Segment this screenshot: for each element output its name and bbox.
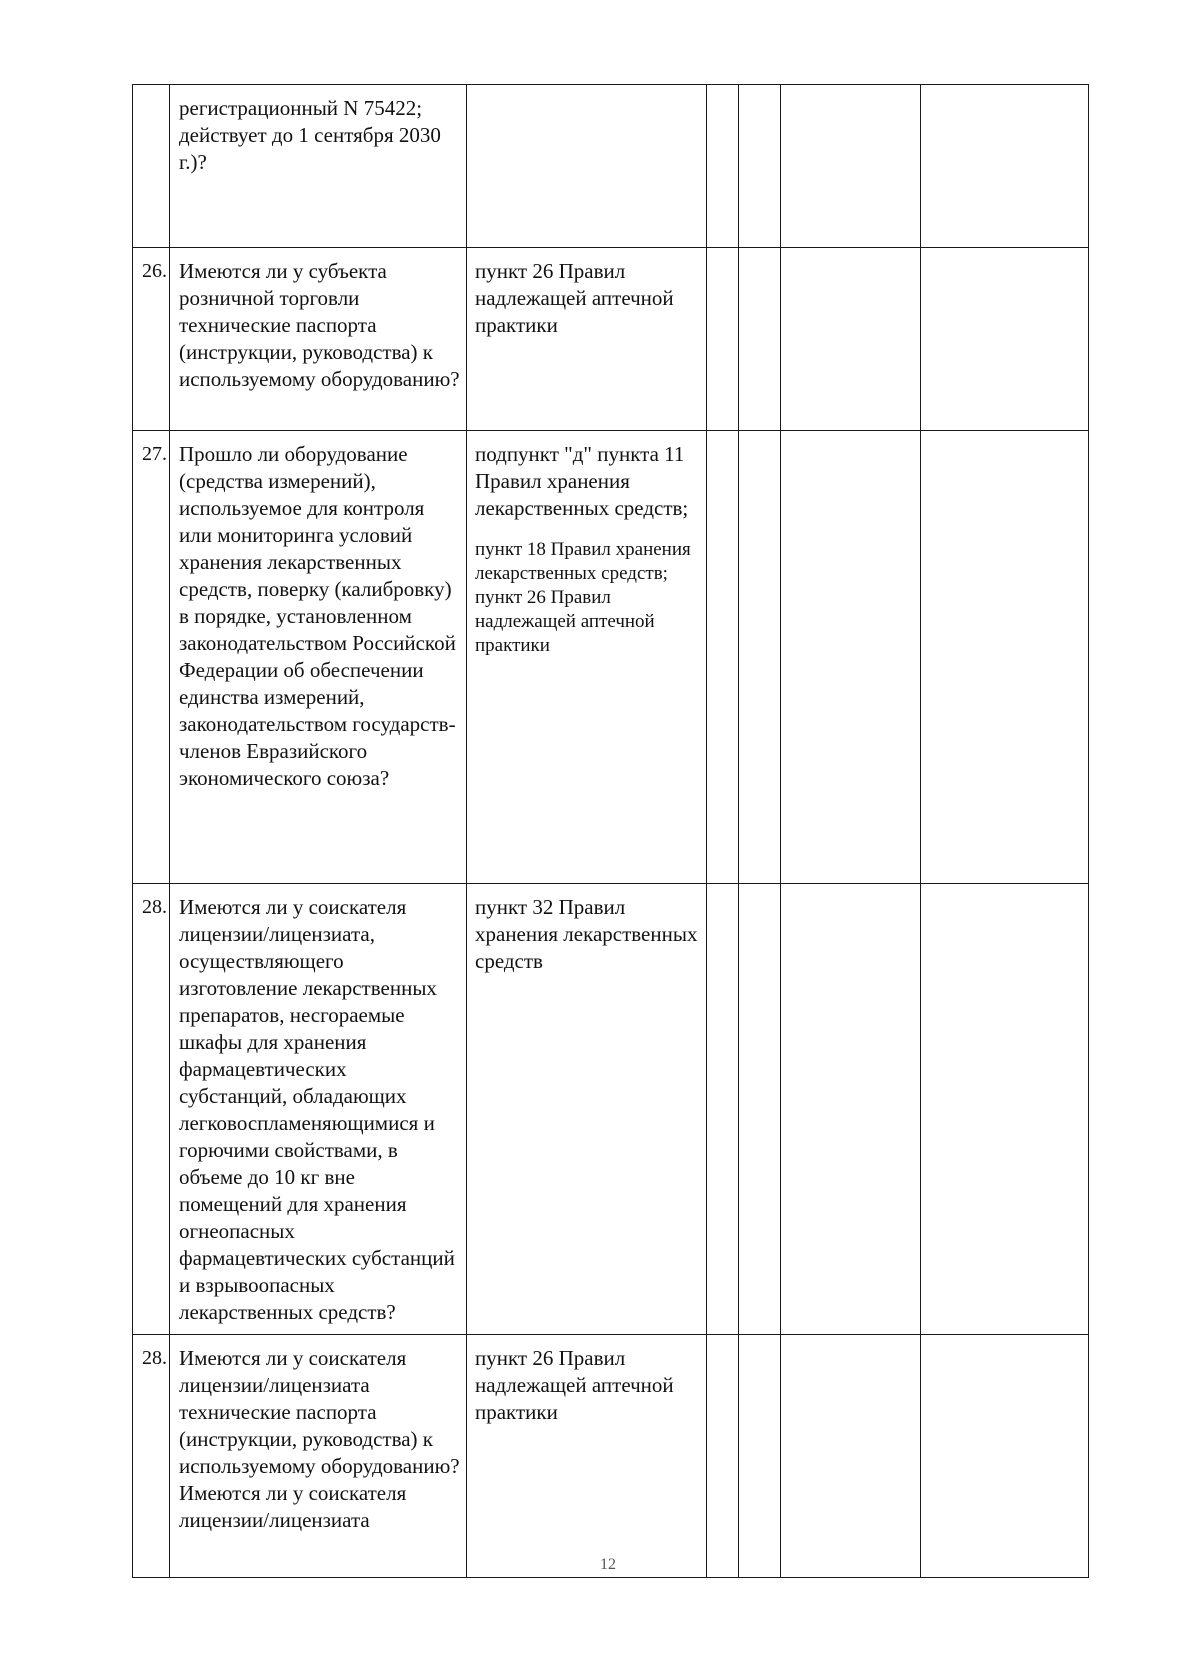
table-row bbox=[133, 884, 1089, 1335]
table-row bbox=[133, 431, 1089, 884]
legal-reference-cell bbox=[467, 1335, 707, 1578]
row-number: 27. bbox=[133, 431, 170, 884]
page-number: 12 bbox=[600, 1556, 616, 1573]
row-number bbox=[133, 85, 170, 248]
not-applicable-cell bbox=[781, 884, 921, 1335]
answer-no-cell bbox=[739, 884, 781, 1335]
question-text: Имеются ли у соискателя лицензии/лицензиата технические паспорта (инструкции, руководства) к используемому оборудованию? Имеются ли у соискателя лицензии/лицензиата bbox=[170, 1335, 467, 1578]
answer-no-cell bbox=[739, 1335, 781, 1578]
legal-reference: пункт 32 Правил хранения лекарственных средств bbox=[475, 895, 698, 973]
table-row bbox=[133, 248, 1089, 431]
not-applicable-cell bbox=[781, 1335, 921, 1578]
row-number: 28. bbox=[133, 884, 170, 1335]
note-cell bbox=[921, 884, 1089, 1335]
question-text: Прошло ли оборудование (средства измерений), используемое для контроля или мониторинга условий хранения лекарственных средств, поверку (калибровку) в порядке, установленном законодательством Российской Федерации об обеспечении единства измерений, законодательством государств-членов Евразийского экономического союза? bbox=[170, 431, 467, 884]
legal-reference-cell bbox=[467, 248, 707, 431]
question-text: Имеются ли у соискателя лицензии/лицензиата, осуществляющего изготовление лекарственных препаратов, несгораемые шкафы для хранения фармацевтических субстанций, обладающих легковоспламеняющимися и горючими свойствами, в объеме до 10 кг вне помещений для хранения огнеопасных фармацевтических субстанций и взрывоопасных лекарственных средств? bbox=[170, 884, 467, 1335]
legal-reference: подпункт "д" пункта 11 Правил хранения лекарственных средств; bbox=[475, 442, 689, 520]
checklist-table bbox=[132, 84, 1089, 1578]
note-cell bbox=[921, 85, 1089, 248]
question-text: регистрационный N 75422; действует до 1 сентября 2030 г.)? bbox=[170, 85, 467, 248]
legal-reference: пункт 26 Правил надлежащей аптечной практики bbox=[475, 259, 674, 337]
legal-reference-cell bbox=[467, 884, 707, 1335]
table-row bbox=[133, 1335, 1089, 1578]
answer-no-cell bbox=[739, 248, 781, 431]
not-applicable-cell bbox=[781, 431, 921, 884]
row-number: 26. bbox=[133, 248, 170, 431]
not-applicable-cell bbox=[781, 248, 921, 431]
legal-reference-cell bbox=[467, 431, 707, 884]
legal-reference: пункт 26 Правил надлежащей аптечной практики bbox=[475, 1346, 674, 1424]
note-cell bbox=[921, 431, 1089, 884]
note-cell bbox=[921, 248, 1089, 431]
answer-yes-cell bbox=[707, 884, 739, 1335]
not-applicable-cell bbox=[781, 85, 921, 248]
legal-reference: пункт 26 Правил надлежащей аптечной практики bbox=[475, 587, 655, 656]
row-number: 28. bbox=[133, 1335, 170, 1578]
answer-yes-cell bbox=[707, 431, 739, 884]
answer-yes-cell bbox=[707, 1335, 739, 1578]
legal-reference-cell bbox=[467, 85, 707, 248]
note-cell bbox=[921, 1335, 1089, 1578]
answer-no-cell bbox=[739, 85, 781, 248]
answer-yes-cell bbox=[707, 248, 739, 431]
table-row bbox=[133, 85, 1089, 248]
question-text: Имеются ли у субъекта розничной торговли технические паспорта (инструкции, руководства) к используемому оборудованию? bbox=[170, 248, 467, 431]
answer-no-cell bbox=[739, 431, 781, 884]
answer-yes-cell bbox=[707, 85, 739, 248]
legal-reference: пункт 18 Правил хранения лекарственных средств; bbox=[475, 539, 691, 584]
